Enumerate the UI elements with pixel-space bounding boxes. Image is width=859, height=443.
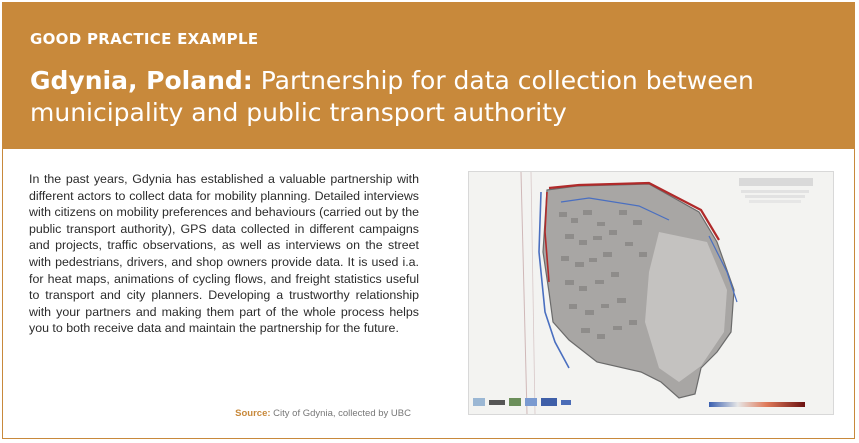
title-description: Partnership for data collection between municipality and public transport authority [30, 66, 754, 127]
logo-strip [473, 398, 485, 406]
card-title [30, 65, 830, 129]
map-illustration [469, 172, 833, 414]
heat-map-image [468, 171, 834, 415]
good-practice-card [2, 2, 855, 439]
map-title-block [739, 178, 813, 186]
source-label: Source: [235, 408, 271, 419]
card-header [3, 3, 854, 149]
source-credit [235, 408, 411, 419]
source-text: City of Gdynia, collected by UBC [270, 408, 411, 419]
kicker-label: GOOD PRACTICE EXAMPLE [30, 30, 259, 48]
body-paragraph: In the past years, Gdynia has established a valuable partnership with different actors to collect data for mobility planning. Detailed interviews with citizens on mobility preferences and behaviours (carried out by the public transport authority), GPS data collected in different campaigns and projects, traffic observations, as well as interviews on the street with pedestrians, drivers, and shop owners provide data. It is used i.a. for heat maps, animations of cycling flows, and freight statistics useful to transport and city planners. Developing a trustworthy relationship with your partners and making them part of the whole process helps you to both receive data and maintain the partnership for the future. [29, 172, 419, 336]
title-location: Gdynia, Poland: [30, 66, 253, 95]
legend-gradient [709, 402, 805, 407]
